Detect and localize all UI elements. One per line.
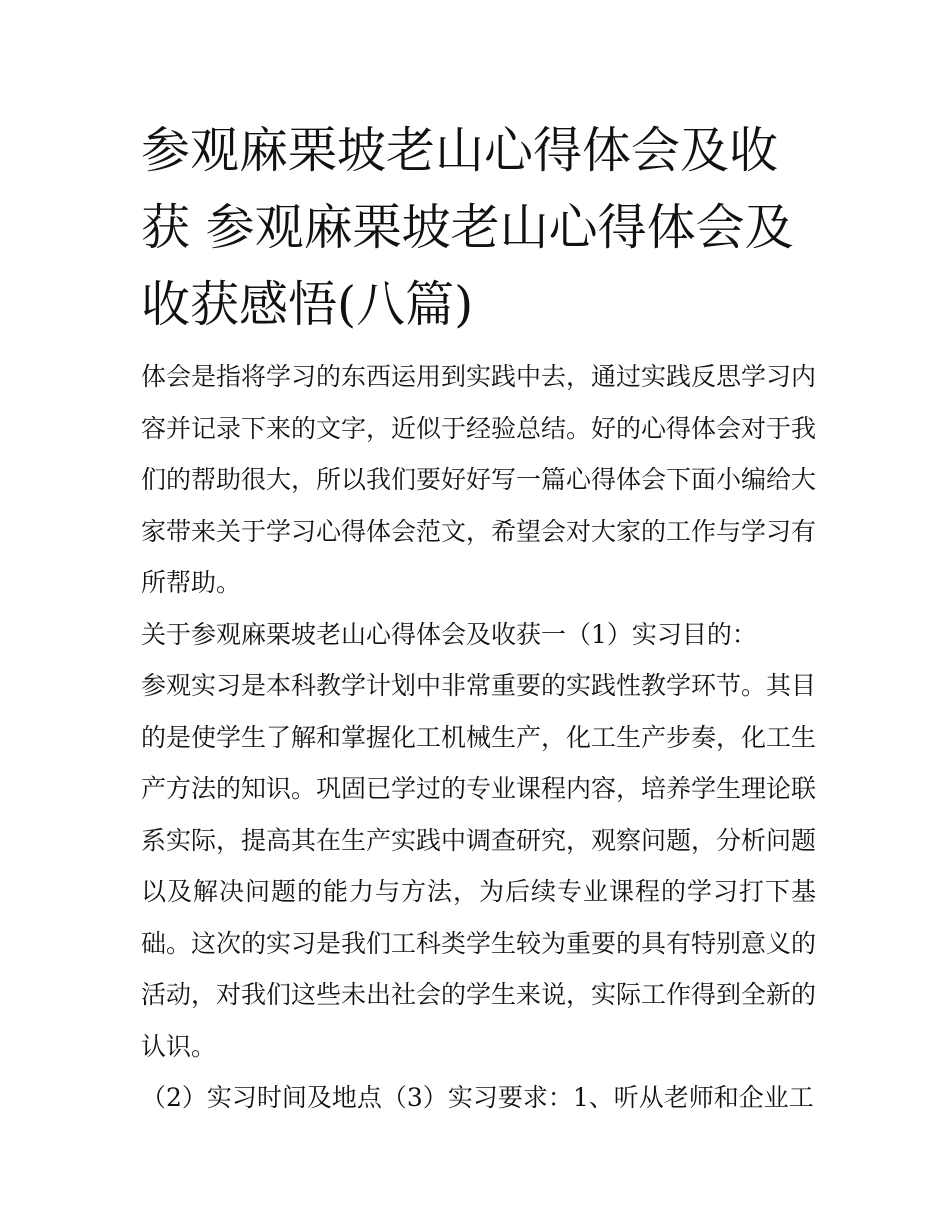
internship-time-paragraph: （2）实习时间及地点（3）实习要求：1、听从老师和企业工 (141, 1083, 814, 1112)
document-content (141, 112, 816, 1124)
intro-paragraph: 体会是指将学习的东西运用到实践中去，通过实践反思学习内容并记录下来的文字，近似于经验总结。好的心得体会对于我们的帮助很大，所以我们要好好写一篇心得体会下面小编给大家带来关于学习心得体会范文，希望会对大家的工作与学习有所帮助。 (141, 362, 817, 597)
internship-purpose-paragraph: 参观实习是本科教学计划中非常重要的实践性教学环节。其目的是使学生了解和掌握化工机械生产，化工生产步奏，化工生产方法的知识。巩固已学过的专业课程内容，培养学生理论联系实际，提高其在生产实践中调查研究，观察问题，分析问题以及解决问题的能力与方法，为后续专业课程的学习打下基础。这次的实习是我们工科类学生较为重要的具有特别意义的活动，对我们这些未出社会的学生来说，实际工作得到全新的认识。 (141, 671, 817, 1061)
document-body (141, 351, 816, 1124)
section-heading-paragraph: 关于参观麻栗坡老山心得体会及收获一（1）实习目的： (141, 619, 757, 649)
document-title: 参观麻栗坡老山心得体会及收获 参观麻栗坡老山心得体会及收获感悟(八篇) (141, 122, 794, 333)
